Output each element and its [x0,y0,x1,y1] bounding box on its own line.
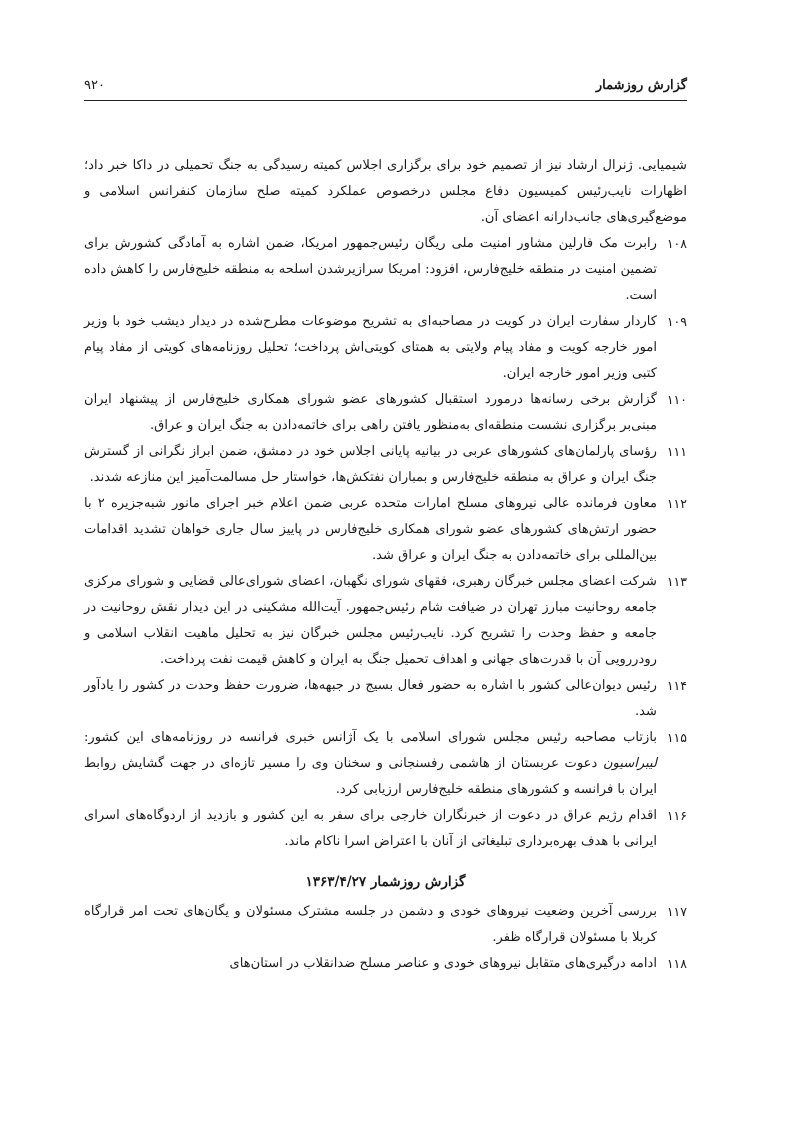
entry-115 [84,725,687,803]
entry-text: گزارش برخی رسانه‌ها درمورد استقبال کشورهای عضو شورای همکاری خلیج‌فارس از پیشنهاد ایران مبنی‌بر برگزاری نشست منطقه‌ای به‌منظور یافتن راهی برای خاتمه‌دادن به جنگ ایران و عراق. [84,392,657,433]
entry-118 [84,951,687,977]
section-heading [84,869,687,895]
page-content [84,153,687,977]
entry-number: ۱۰۸ [666,236,687,251]
entry-text: ادامه درگیری‌های متقابل نیروهای خودی و عناصر مسلح ضدانقلاب در استان‌های [229,956,657,971]
entry-116 [84,803,687,855]
entry-text: اقدام رژیم عراق در دعوت از خبرنگاران خارجی برای سفر به این کشور و بازدید از اردوگاه‌های اسرای ایرانی با هدف بهره‌برداری تبلیغاتی از آنان با اعتراض اسرا ناکام ماند. [84,808,657,849]
entry-text-after: دعوت عربستان از هاشمی رفسنجانی و سخنان وی را مسیر تازه‌ای در جهت گشایش روابط ایران با فرانسه و کشورهای منطقه خلیج‌فارس ارزیابی کرد. [84,756,657,797]
entry-text [84,725,657,803]
entry-number: ۱۱۷ [666,904,687,919]
entry-number: ۱۱۶ [666,808,687,823]
entry-text: رابرت مک فارلین مشاور امنیت ملی ریگان رئیس‌جمهور امریکا، ضمن اشاره به آمادگی کشورش برای تضمین امنیت در منطقه خلیج‌فارس، افزود: امریکا سرازیرشدن اسلحه به منطقه خلیج‌فارس را کاهش داده است. [84,236,657,303]
entry-number: ۱۱۲ [666,496,687,511]
entry-number: ۱۱۴ [666,678,687,693]
document-page [84,78,687,977]
entry-number: ۱۱۸ [666,956,687,971]
entry-109 [84,309,687,387]
entry-text: بررسی آخرین وضعیت نیروهای خودی و دشمن در جلسه مشترک مسئولان و یگان‌های تحت امر قرارگاه کربلا با مسئولان قرارگاه ظفر. [84,904,657,945]
running-header [84,78,687,101]
entry-112 [84,491,687,569]
section-title: گزارش روزشمار ۱۳۶۳/۴/۲۷ [305,874,466,890]
entry-110 [84,387,687,439]
entry-number: ۱۱۵ [666,730,687,745]
entry-number: ۱۰۹ [666,314,687,329]
intro-paragraph: شیمیایی. ژنرال ارشاد نیز از تصمیم خود برای برگزاری اجلاس کمیته رسیدگی به جنگ تحمیلی در داکا خبر داد؛ اظهارات نایب‌رئیس کمیسیون دفاع مجلس درخصوص عملکرد کمیته صلح سازمان کنفرانس اسلامی و موضع‌گیری‌های جانب‌دارانه اعضای آن. [84,158,687,225]
entry-number: ۱۱۱ [666,444,687,459]
entry-117 [84,899,687,951]
entry-text: رئیس دیوان‌عالی کشور با اشاره به حضور فعال بسیج در جبهه‌ها، ضرورت حفظ وحدت در کشور را یادآور شد. [84,678,657,719]
entry-number: ۱۱۳ [666,574,687,589]
entry-text: معاون فرمانده عالی نیروهای مسلح امارات متحده عربی ضمن اعلام خبر اجرای مانور شبه‌جزیره ۲ با حضور ارتش‌های کشورهای عضو شورای همکاری خلیج‌فارس در پاییز سال جاری خواهان تشدید اقدامات بین‌المللی برای خاتمه‌دادن به جنگ ایران و عراق شد. [84,496,657,563]
entry-number: ۱۱۰ [666,392,687,407]
page-number: ۹۲۰ [84,78,105,93]
entry-text-before: بازتاب مصاحبه رئیس مجلس شورای اسلامی با یک آژانس خبری فرانسه در روزنامه‌های این کشور: [84,730,657,745]
header-title: گزارش روزشمار [595,78,687,93]
entry-108 [84,231,687,309]
entry-text: رؤسای پارلمان‌های کشورهای عربی در بیانیه پایانی اجلاس خود در دمشق، ضمن ابراز نگرانی از گسترش جنگ ایران و عراق به منطقه خلیج‌فارس و بمباران نفتکش‌ها، خواستار حل مسالمت‌آمیز این منازعه شدند. [84,444,657,485]
entry-114 [84,673,687,725]
entry-111 [84,439,687,491]
entry-113 [84,569,687,673]
entry-text: کاردار سفارت ایران در کویت در مصاحبه‌ای به تشریح موضوعات مطرح‌شده در دیدار دیشب خود با وزیر امور خارجه کویت و مفاد پیام ولایتی به همتای کویتی‌اش پرداخت؛ تحلیل روزنامه‌های کویتی از مفاد پیام کتبی وزیر امور خارجه ایران. [84,314,657,381]
newspaper-name: لیبراسیون [602,756,657,771]
entry-text: شرکت اعضای مجلس خبرگان رهبری، فقهای شورای نگهبان، اعضای شورای‌عالی قضایی و شورای مرکزی جامعه روحانیت مبارز تهران در ضیافت شام رئیس‌جمهور. آیت‌الله مشکینی در این دیدار نقش روحانیت در جامعه و حفظ وحدت را تشریح کرد. نایب‌رئیس مجلس خبرگان نیز به تحلیل ماهیت انقلاب اسلامی و رودررویی آن با قدرت‌های جهانی و اهداف تحمیل جنگ به ایران و کاهش قیمت نفت پرداخت. [84,574,657,667]
